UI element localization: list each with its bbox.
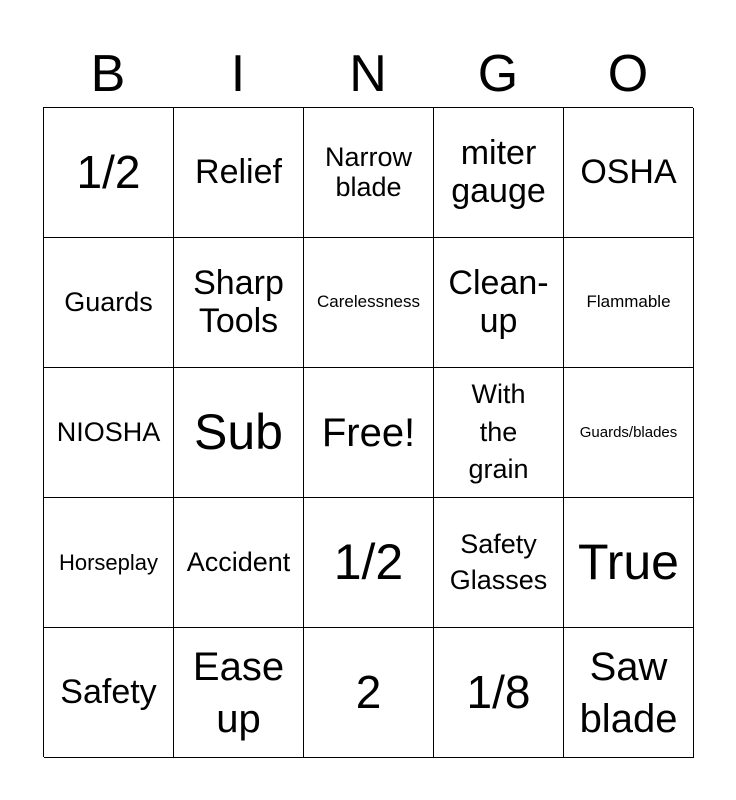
cell-text: Narrow blade <box>324 141 412 202</box>
bingo-cell[interactable] <box>174 498 304 628</box>
bingo-cell[interactable] <box>304 368 434 498</box>
bingo-cell[interactable] <box>174 108 304 238</box>
header-letter-b: B <box>90 45 126 103</box>
bingo-cell[interactable] <box>44 108 174 238</box>
cell-text: Accident <box>186 546 291 577</box>
header-letter-o: O <box>607 45 649 103</box>
cell-text: miter gauge <box>451 134 546 210</box>
bingo-cell[interactable] <box>434 628 564 758</box>
header-letter-n: N <box>349 45 387 103</box>
bingo-cell[interactable] <box>564 498 694 628</box>
bingo-cell[interactable] <box>304 108 434 238</box>
header-letter-i: I <box>230 45 246 103</box>
bingo-cell[interactable] <box>44 628 174 758</box>
cell-text: Sharp Tools <box>193 264 284 340</box>
bingo-cell[interactable] <box>174 628 304 758</box>
bingo-header <box>43 40 693 108</box>
cell-text: NIOSHA <box>56 416 161 447</box>
cell-text: OSHA <box>580 152 677 191</box>
bingo-board <box>43 107 693 757</box>
cell-text: Ease up <box>192 644 285 741</box>
cell-text: Guards <box>64 286 153 317</box>
bingo-cell[interactable] <box>434 238 564 368</box>
bingo-cell[interactable] <box>564 368 694 498</box>
cell-text: Saw blade <box>579 644 678 741</box>
bingo-cell[interactable] <box>304 628 434 758</box>
bingo-cell[interactable] <box>44 368 174 498</box>
cell-text: Free! <box>321 410 416 455</box>
bingo-cell[interactable] <box>44 238 174 368</box>
bingo-cell[interactable] <box>304 238 434 368</box>
bingo-cell[interactable] <box>44 498 174 628</box>
cell-text: Sub <box>194 404 283 460</box>
header-letter-g: G <box>477 45 519 103</box>
cell-text: Guards/blades <box>579 423 678 441</box>
cell-text: 1/2 <box>333 534 404 590</box>
cell-text: Safety <box>60 672 157 711</box>
cell-text: 2 <box>355 666 382 719</box>
cell-text: Relief <box>195 152 282 191</box>
bingo-cell[interactable] <box>564 628 694 758</box>
bingo-cell[interactable] <box>564 238 694 368</box>
bingo-cell[interactable] <box>434 498 564 628</box>
cell-text: Safety Glasses <box>449 529 548 595</box>
cell-text: Horseplay <box>58 549 159 575</box>
bingo-cell[interactable] <box>174 238 304 368</box>
bingo-cell[interactable] <box>564 108 694 238</box>
bingo-cell[interactable] <box>304 498 434 628</box>
cell-text: 1/8 <box>466 666 531 719</box>
cell-text: 1/2 <box>76 146 141 199</box>
bingo-cell[interactable] <box>434 108 564 238</box>
cell-text: Carelessness <box>317 292 420 312</box>
bingo-cell[interactable] <box>174 368 304 498</box>
cell-text: True <box>578 534 679 590</box>
cell-text: Flammable <box>586 292 671 312</box>
cell-text: Clean-up <box>448 264 549 340</box>
bingo-cell[interactable] <box>434 368 564 498</box>
cell-text: With the grain <box>468 378 529 485</box>
